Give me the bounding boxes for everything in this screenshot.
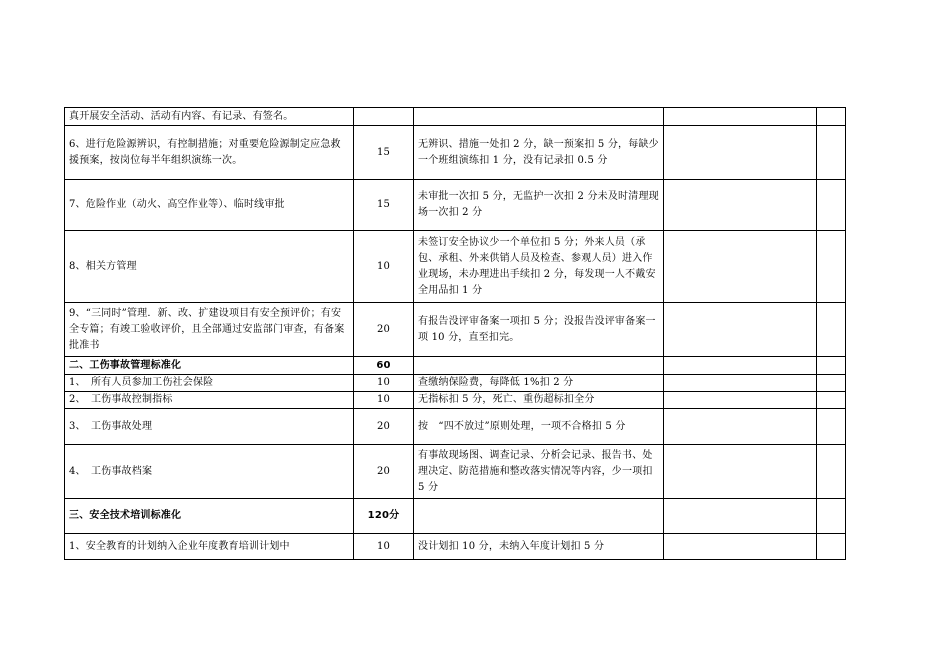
criteria-cell: 无辨识、措施一处扣 2 分，缺一预案扣 5 分，每缺少一个班组演练扣 1 分，没有记录扣 0.5 分 [414, 126, 664, 180]
item-cell: 9、“三同时”管理．新、改、扩建设项目有安全预评价；有安全专篇；有竣工验收评价，且全部通过安监部门审查，有备案批准书 [65, 303, 354, 357]
score-cell: 10 [354, 392, 414, 409]
score-cell: 20 [354, 445, 414, 499]
table-row [65, 303, 846, 357]
blank-cell [817, 375, 846, 392]
criteria-cell: 未签订安全协议少一个单位扣 5 分；外来人员（承包、承租、外来供销人员及检查、参观人员）进入作业现场，未办理进出手续扣 2 分，每发现一人不戴安全用品扣 1 分 [414, 231, 664, 303]
score-cell: 20 [354, 409, 414, 445]
blank-cell [664, 231, 817, 303]
blank-cell [664, 534, 817, 560]
section-row [65, 499, 846, 534]
section-title: 二、工伤事故管理标准化 [65, 357, 354, 375]
blank-cell [817, 231, 846, 303]
blank-cell [817, 534, 846, 560]
criteria-cell: 没计划扣 10 分，未纳入年度计划扣 5 分 [414, 534, 664, 560]
blank-cell [817, 445, 846, 499]
item-cell: 真开展安全活动、活动有内容、有记录、有签名。 [65, 108, 354, 126]
blank-cell [664, 445, 817, 499]
score-cell: 10 [354, 375, 414, 392]
criteria-cell: 无指标扣 5 分，死亡、重伤超标扣全分 [414, 392, 664, 409]
criteria-cell [414, 357, 664, 375]
item-cell: 1、 所有人员参加工伤社会保险 [65, 375, 354, 392]
blank-cell [664, 180, 817, 231]
section-row [65, 357, 846, 375]
blank-cell [817, 126, 846, 180]
criteria-cell: 有报告没评审备案一项扣 5 分；没报告没评审备案一项 10 分，直至扣完。 [414, 303, 664, 357]
table-row [65, 231, 846, 303]
item-cell: 7、危险作业（动火、高空作业等）、临时线审批 [65, 180, 354, 231]
score-cell: 15 [354, 180, 414, 231]
criteria-cell: 查缴纳保险费，每降低 1%扣 2 分 [414, 375, 664, 392]
item-cell: 4、 工伤事故档案 [65, 445, 354, 499]
score-cell: 20 [354, 303, 414, 357]
item-cell: 6、进行危险源辨识，有控制措施；对重要危险源制定应急救援预案，按岗位每半年组织演练一次。 [65, 126, 354, 180]
blank-cell [817, 392, 846, 409]
criteria-cell [414, 499, 664, 534]
blank-cell [664, 375, 817, 392]
blank-cell [664, 303, 817, 357]
blank-cell [817, 357, 846, 375]
criteria-cell: 按 “四不放过”原则处理，一项不合格扣 5 分 [414, 409, 664, 445]
score-cell: 10 [354, 231, 414, 303]
score-cell: 15 [354, 126, 414, 180]
assessment-table [64, 107, 846, 560]
item-cell: 8、相关方管理 [65, 231, 354, 303]
table-row [65, 126, 846, 180]
section-title: 三、安全技术培训标准化 [65, 499, 354, 534]
table-row [65, 534, 846, 560]
blank-cell [664, 499, 817, 534]
table-row [65, 108, 846, 126]
blank-cell [664, 126, 817, 180]
blank-cell [664, 357, 817, 375]
blank-cell [817, 303, 846, 357]
table-row [65, 409, 846, 445]
section-score: 60 [354, 357, 414, 375]
blank-cell [664, 409, 817, 445]
score-cell [354, 108, 414, 126]
item-cell: 1、安全教育的计划纳入企业年度教育培训计划中 [65, 534, 354, 560]
blank-cell [817, 180, 846, 231]
blank-cell [664, 108, 817, 126]
table-row [65, 180, 846, 231]
criteria-cell: 未审批一次扣 5 分，无监护一次扣 2 分未及时清理现场一次扣 2 分 [414, 180, 664, 231]
table-row [65, 445, 846, 499]
item-cell: 2、 工伤事故控制指标 [65, 392, 354, 409]
criteria-cell: 有事故现场图、调查记录、分析会记录、报告书、处理决定、防范措施和整改落实情况等内容，少一项扣 5 分 [414, 445, 664, 499]
criteria-cell [414, 108, 664, 126]
table-row [65, 375, 846, 392]
table-row [65, 392, 846, 409]
blank-cell [817, 409, 846, 445]
item-cell: 3、 工伤事故处理 [65, 409, 354, 445]
section-score: 120分 [354, 499, 414, 534]
score-cell: 10 [354, 534, 414, 560]
blank-cell [664, 392, 817, 409]
blank-cell [817, 499, 846, 534]
blank-cell [817, 108, 846, 126]
